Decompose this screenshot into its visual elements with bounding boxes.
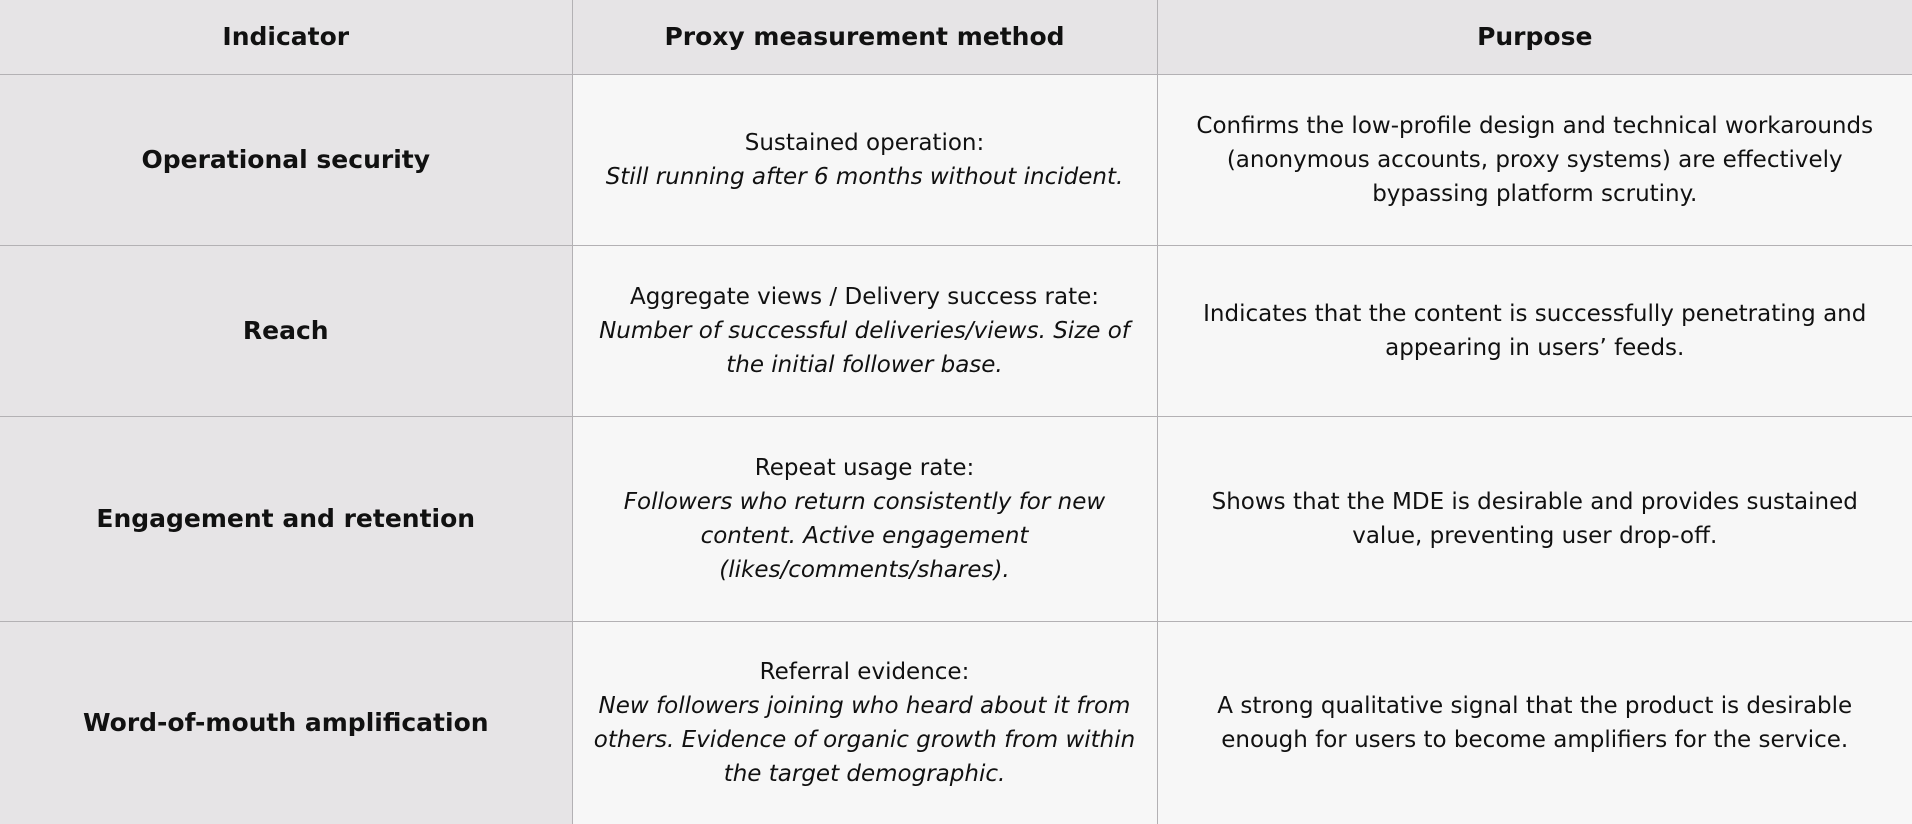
header-purpose: Purpose: [1157, 0, 1912, 74]
method-cell: [572, 416, 1157, 621]
header-row: [0, 0, 1912, 74]
purpose-cell: Shows that the MDE is desirable and provides sustained value, preventing user drop-off.: [1157, 416, 1912, 621]
header-proxy-method: Proxy measurement method: [572, 0, 1157, 74]
method-label: Referral evidence:: [759, 658, 970, 685]
indicator-cell: Operational security: [0, 74, 572, 245]
indicator-cell: Reach: [0, 245, 572, 416]
method-label: Sustained operation:: [744, 129, 985, 156]
method-label: Repeat usage rate:: [754, 454, 975, 481]
header-indicator: Indicator: [0, 0, 572, 74]
method-description: Followers who return consistently for new content. Active engagement (likes/comments/shares).: [623, 488, 1106, 583]
indicator-cell: Engagement and retention: [0, 416, 572, 621]
purpose-cell: A strong qualitative signal that the product is desirable enough for users to become amplifiers for the service.: [1157, 621, 1912, 824]
table-row: [0, 621, 1912, 824]
method-cell: [572, 245, 1157, 416]
table-row: [0, 416, 1912, 621]
method-label: Aggregate views / Delivery success rate:: [629, 283, 1100, 310]
method-description: New followers joining who heard about it from others. Evidence of organic growth from within the target demographic.: [593, 692, 1136, 787]
purpose-cell: Indicates that the content is successfully penetrating and appearing in users’ feeds.: [1157, 245, 1912, 416]
table-row: [0, 245, 1912, 416]
method-description: Still running after 6 months without incident.: [605, 163, 1124, 190]
indicator-cell: Word-of-mouth amplification: [0, 621, 572, 824]
method-description: Number of successful deliveries/views. Size of the initial follower base.: [599, 317, 1130, 378]
purpose-cell: Confirms the low-profile design and technical workarounds (anonymous accounts, proxy systems) are effectively bypassing platform scrutiny.: [1157, 74, 1912, 245]
method-cell: [572, 621, 1157, 824]
method-cell: [572, 74, 1157, 245]
table-row: [0, 74, 1912, 245]
